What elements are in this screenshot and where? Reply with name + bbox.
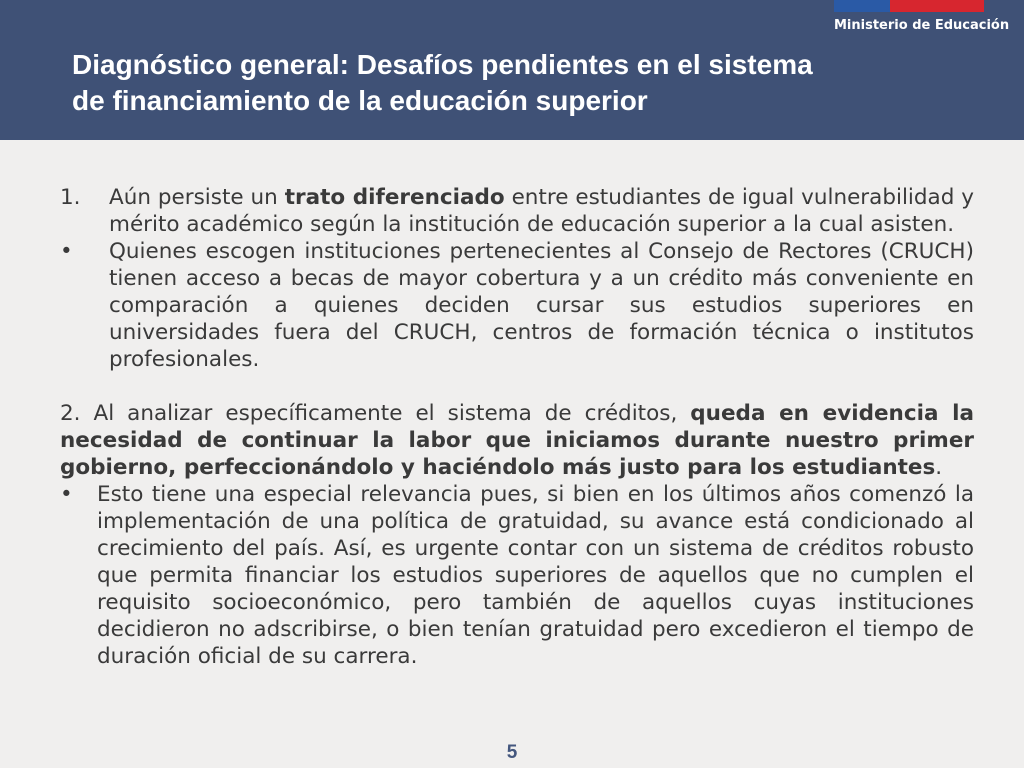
slide-body bbox=[60, 184, 974, 670]
bullet-point-1 bbox=[60, 238, 974, 373]
numbered-point-1 bbox=[60, 184, 974, 238]
slide-title bbox=[72, 47, 972, 119]
point-text: . bbox=[935, 455, 943, 480]
bullet-icon: • bbox=[60, 239, 73, 264]
flag-blue-band bbox=[834, 0, 890, 12]
bullet-icon: • bbox=[60, 482, 73, 507]
bullet-point-2 bbox=[60, 481, 974, 670]
slide-title-line-2: de financiamiento de la educación superior bbox=[72, 85, 648, 116]
point-bold-text: queda en evidencia la necesidad de continuar la labor que iniciamos durante nuestro primer gobierno, perfeccionándolo y haciéndolo más justo para los estudiantes bbox=[60, 401, 974, 480]
slide-title-line-1: Diagnóstico general: Desafíos pendientes en el sistema bbox=[72, 49, 813, 80]
bullet-text: Quienes escogen instituciones pertenecientes al Consejo de Rectores (CRUCH) tienen acceso a becas de mayor cobertura y a un crédito más conveniente en comparación a quienes deciden cursar sus estudios superiores en universidades fuera del CRUCH, centros de formación técnica o institutos profesionales. bbox=[109, 239, 974, 372]
numbered-point-2 bbox=[60, 400, 974, 481]
chile-flag-stripe bbox=[834, 0, 984, 12]
bullet-text: Esto tiene una especial relevancia pues, si bien en los últimos años comenzó la implementación de una política de gratuidad, su avance está condicionado al crecimiento del país. Así, es urgente contar con un sistema de créditos robusto que permita financiar los estudios superiores de aquellos que no cumplen el requisito socioeconómico, pero también de aquellos cuyas instituciones decidieron no adscribirse, o bien tenían gratuidad pero excedieron el tiempo de duración oficial de su carrera. bbox=[97, 482, 974, 669]
point-bold-text: trato diferenciado bbox=[284, 185, 505, 210]
header-bar bbox=[0, 0, 1024, 140]
flag-red-band bbox=[890, 0, 984, 12]
ministry-logo-text: Ministerio de Educación bbox=[834, 18, 1010, 33]
point-text: 2. Al analizar específicamente el sistema de créditos, bbox=[60, 401, 691, 426]
list-number: 1. bbox=[60, 185, 81, 210]
page-number: 5 bbox=[506, 742, 518, 763]
point-text: entre estudiantes de igual vulnerabilidad y mérito académico según la institución de educación superior a la cual asisten. bbox=[109, 185, 974, 237]
point-text: Aún persiste un bbox=[109, 185, 285, 210]
